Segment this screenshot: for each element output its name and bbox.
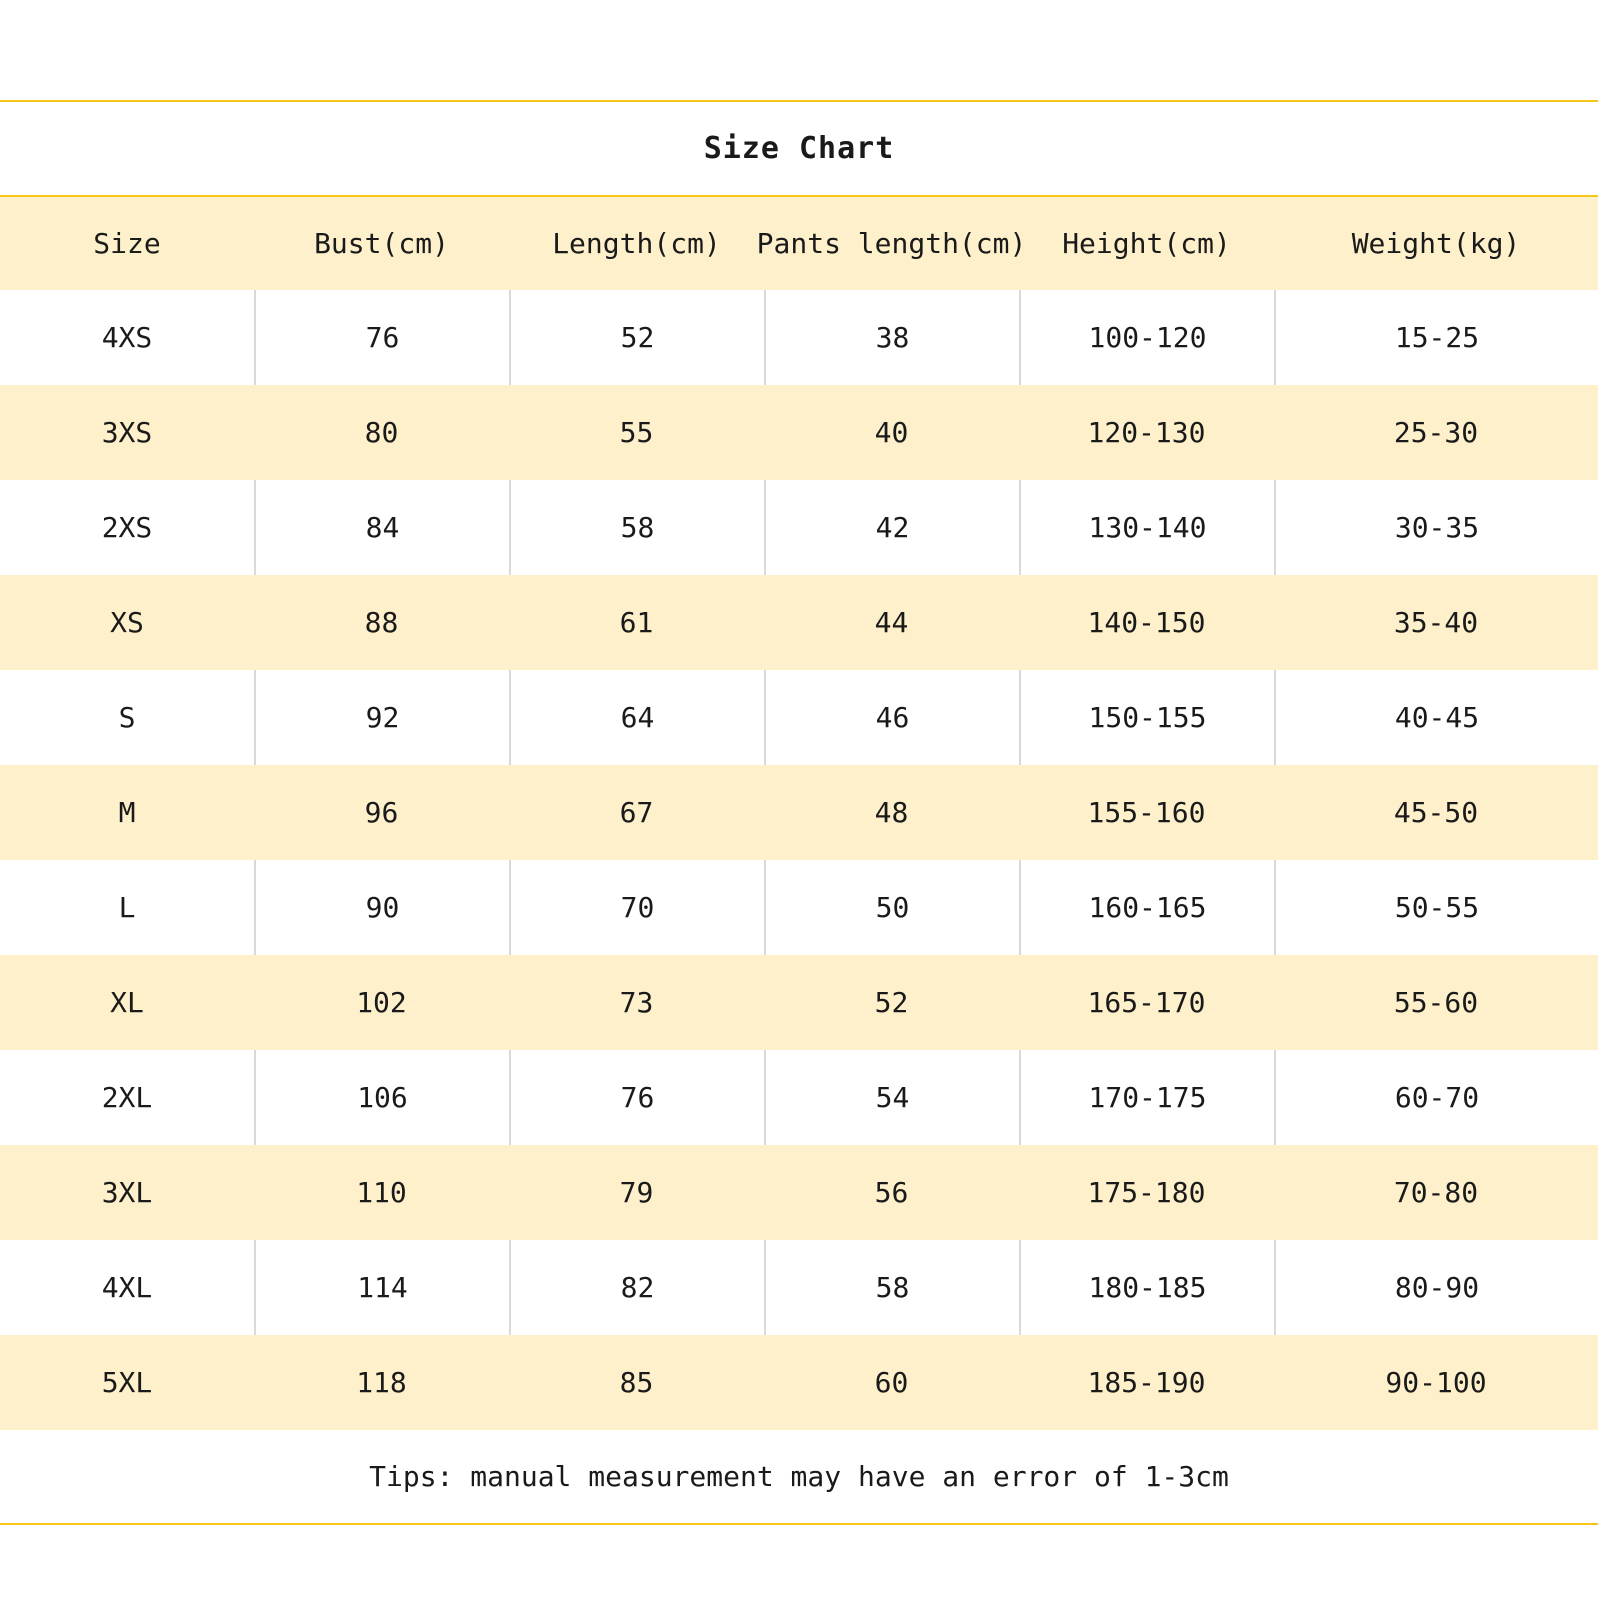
cell-size: 3XL	[101, 1176, 153, 1209]
cell-pants-length: 54	[764, 1050, 1019, 1145]
cell-pants-length: 46	[764, 670, 1019, 765]
cell-pants-length: 56	[874, 1176, 909, 1209]
cell-height: 150-155	[1019, 670, 1274, 765]
cell-height: 120-130	[1087, 416, 1206, 449]
cell-size: 4XL	[101, 1271, 153, 1304]
cell-weight: 30-35	[1274, 480, 1598, 575]
header-row	[0, 197, 1598, 290]
cell-length: 70	[509, 860, 764, 955]
table-row	[0, 1240, 1598, 1335]
table-row	[0, 480, 1598, 575]
table-row	[0, 955, 1598, 1050]
cell-length: 79	[619, 1176, 654, 1209]
cell-length: 55	[619, 416, 654, 449]
table-row	[0, 1050, 1598, 1145]
cell-height: 100-120	[1019, 290, 1274, 385]
cell-size: 2XS	[101, 511, 153, 544]
table-row	[0, 765, 1598, 860]
cell-pants-length: 48	[874, 796, 909, 829]
cell-length: 76	[509, 1050, 764, 1145]
table-body	[0, 290, 1598, 1430]
cell-height: 185-190	[1087, 1366, 1206, 1399]
cell-height: 165-170	[1087, 986, 1206, 1019]
cell-length: 61	[619, 606, 654, 639]
cell-length: 67	[619, 796, 654, 829]
cell-size: 2XL	[101, 1081, 153, 1114]
cell-height: 170-175	[1019, 1050, 1274, 1145]
cell-length: 85	[619, 1366, 654, 1399]
cell-pants-length: 52	[874, 986, 909, 1019]
cell-size: XL	[110, 986, 144, 1019]
cell-bust: 118	[356, 1366, 407, 1399]
cell-height: 175-180	[1087, 1176, 1206, 1209]
cell-bust: 80	[364, 416, 399, 449]
cell-height: 140-150	[1087, 606, 1206, 639]
cell-height: 180-185	[1019, 1240, 1274, 1335]
header-length: Length(cm)	[552, 227, 721, 260]
cell-weight: 60-70	[1274, 1050, 1598, 1145]
cell-size: S	[118, 701, 136, 734]
cell-pants-length: 42	[764, 480, 1019, 575]
cell-weight: 40-45	[1274, 670, 1598, 765]
cell-weight: 55-60	[1393, 986, 1479, 1019]
size-chart-table	[0, 100, 1598, 1525]
cell-weight: 35-40	[1393, 606, 1479, 639]
cell-bust: 84	[254, 480, 509, 575]
cell-bust: 92	[254, 670, 509, 765]
header-size: Size	[93, 227, 161, 260]
cell-length: 64	[509, 670, 764, 765]
header-pants-length: Pants length(cm)	[756, 227, 1027, 260]
cell-bust: 76	[254, 290, 509, 385]
header-height: Height(cm)	[1062, 227, 1231, 260]
cell-length: 58	[509, 480, 764, 575]
table-row	[0, 290, 1598, 385]
cell-height: 130-140	[1019, 480, 1274, 575]
cell-size: XS	[110, 606, 144, 639]
table-row	[0, 1145, 1598, 1240]
table-row	[0, 860, 1598, 955]
cell-pants-length: 58	[764, 1240, 1019, 1335]
cell-bust: 110	[356, 1176, 407, 1209]
cell-size: M	[118, 796, 136, 829]
cell-height: 160-165	[1019, 860, 1274, 955]
header-bust: Bust(cm)	[314, 227, 449, 260]
cell-pants-length: 50	[764, 860, 1019, 955]
cell-pants-length: 60	[874, 1366, 909, 1399]
table-title: Size Chart	[0, 102, 1598, 197]
cell-weight: 90-100	[1385, 1366, 1487, 1399]
cell-weight: 15-25	[1274, 290, 1598, 385]
table-row	[0, 385, 1598, 480]
cell-weight: 25-30	[1393, 416, 1479, 449]
cell-bust: 96	[364, 796, 399, 829]
tips-note: Tips: manual measurement may have an error of 1-3cm	[0, 1430, 1598, 1523]
cell-weight: 50-55	[1274, 860, 1598, 955]
cell-length: 82	[509, 1240, 764, 1335]
cell-bust: 106	[254, 1050, 509, 1145]
header-weight: Weight(kg)	[1351, 227, 1521, 260]
cell-height: 155-160	[1087, 796, 1206, 829]
cell-size: L	[118, 891, 136, 924]
cell-pants-length: 38	[764, 290, 1019, 385]
table-row	[0, 575, 1598, 670]
cell-size: 4XS	[101, 321, 153, 354]
cell-bust: 114	[254, 1240, 509, 1335]
cell-pants-length: 40	[874, 416, 909, 449]
cell-size: 3XS	[101, 416, 153, 449]
cell-pants-length: 44	[874, 606, 909, 639]
cell-size: 5XL	[101, 1366, 153, 1399]
cell-bust: 102	[356, 986, 407, 1019]
cell-weight: 70-80	[1393, 1176, 1479, 1209]
cell-bust: 90	[254, 860, 509, 955]
cell-bust: 88	[364, 606, 399, 639]
cell-weight: 45-50	[1393, 796, 1479, 829]
cell-weight: 80-90	[1274, 1240, 1598, 1335]
cell-length: 73	[619, 986, 654, 1019]
cell-length: 52	[509, 290, 764, 385]
table-row	[0, 1335, 1598, 1430]
table-row	[0, 670, 1598, 765]
